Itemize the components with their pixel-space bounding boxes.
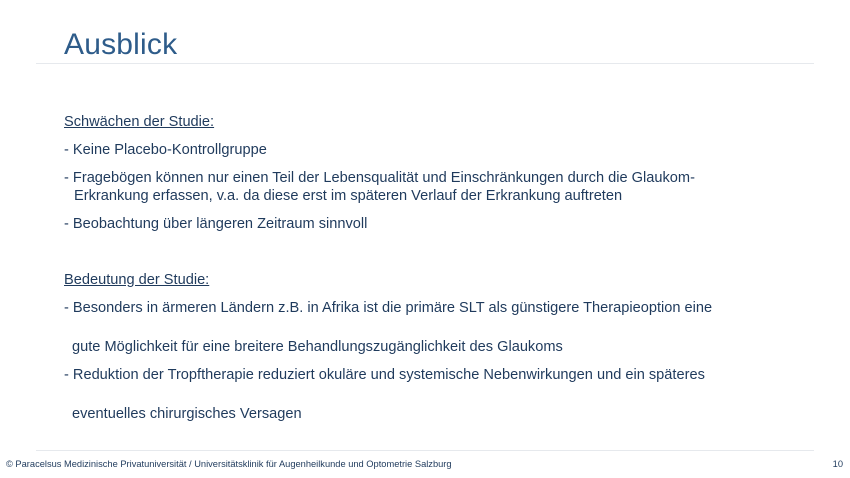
slide-title: Ausblick [64, 28, 178, 61]
weakness-item: - Keine Placebo-Kontrollgruppe [64, 142, 267, 158]
weakness-item: - Beobachtung über längeren Zeitraum sinnvoll [64, 216, 368, 232]
significance-item: - Besonders in ärmeren Ländern z.B. in Afrika ist die primäre SLT als günstigere Therapieoption eine [64, 300, 713, 316]
section-heading-weaknesses: Schwächen der Studie: [64, 114, 215, 130]
footer-divider [36, 450, 814, 451]
title-divider [36, 63, 814, 64]
significance-item: - Reduktion der Tropftherapie reduziert okuläre und systemische Nebenwirkungen und ein späteres [64, 367, 705, 383]
weakness-item-continuation: Erkrankung erfassen, v.a. da diese erst im späteren Verlauf der Erkrankung auftreten [74, 188, 623, 204]
significance-item-continuation: gute Möglichkeit für eine breitere Behandlungszugänglichkeit des Glaukoms [72, 339, 563, 355]
footer-copyright: © Paracelsus Medizinische Privatuniversität / Universitätsklinik für Augenheilkunde und Optometrie Salzburg [6, 459, 452, 469]
significance-item-continuation: eventuelles chirurgisches Versagen [72, 406, 302, 422]
page-number: 10 [832, 459, 843, 469]
weakness-item: - Fragebögen können nur einen Teil der Lebensqualität und Einschränkungen durch die Glaukom- [64, 170, 695, 186]
section-heading-significance: Bedeutung der Studie: [64, 272, 210, 288]
